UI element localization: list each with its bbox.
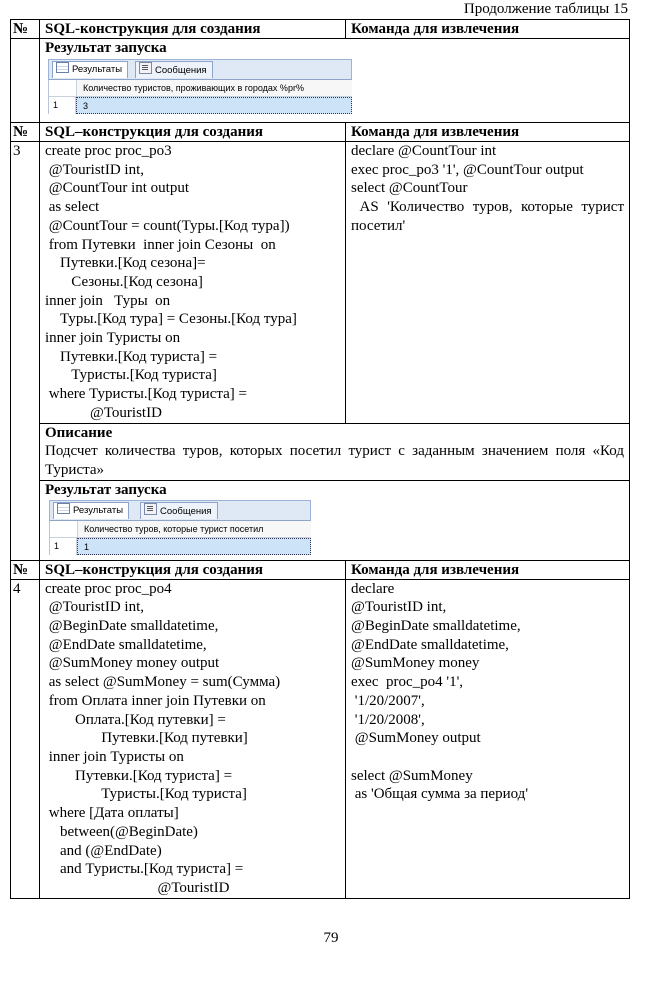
description-label: Описание (45, 424, 113, 441)
result2-row (11, 480, 630, 560)
page-number: 79 (323, 930, 339, 946)
result2-label: Результат запуска (45, 481, 167, 498)
proc3-description-row (11, 423, 630, 480)
table-header-repeat-2: № SQL–конструкция для создания Команда для извлечения (11, 560, 630, 579)
messages-icon (139, 62, 152, 74)
proc4-num: 4 (11, 579, 40, 898)
messages-tab[interactable]: Сообщения (140, 502, 218, 519)
result1-grid (48, 59, 352, 114)
grid-icon (56, 62, 69, 73)
proc3-num: 3 (11, 142, 40, 561)
result1-row (11, 39, 630, 123)
result1-column-header: Количество туристов, проживающих в городах %pr% (77, 80, 352, 97)
result2-value[interactable]: 1 (77, 538, 311, 555)
result2-data-row: 1 1 (50, 538, 311, 555)
table-header (11, 20, 630, 39)
header-sql: SQL-конструкция для создания (40, 20, 346, 39)
result1-label: Результат запуска (45, 40, 167, 56)
table-header-repeat: № SQL–конструкция для создания Команда для извлечения (11, 123, 630, 142)
messages-tab[interactable]: Сообщения (135, 61, 213, 78)
continuation-label: Продолжение таблицы 15 (463, 1, 628, 17)
result1-cell (40, 39, 630, 123)
proc4-sql: create proc proc_po4 @TouristID int, @BeginDate smalldatetime, @EndDate smalldatetime, @SumMoney money output as select @SumMoney = sum(Сумма) from Оплата inner join Путевки on Оплата.[Код путевки] = Путевки.[Код путевки] inner join Туристы on Путевки.[Код туриста] = Туристы.[Код туриста] where [Дата оплаты] between(@BeginDate) and (@EndDate) and Туристы.[Код туриста] = @TouristID (40, 579, 346, 898)
sql-procedures-table (10, 19, 630, 899)
result1-value[interactable]: 3 (76, 97, 352, 114)
results-tab[interactable]: Результаты (53, 502, 129, 519)
proc3-cmd: declare @CountTour int exec proc_po3 '1', @CountTour output select @CountTour AS 'Количество туров, которые турист посетил' (346, 142, 630, 424)
header-cmd: Команда для извлечения (346, 20, 630, 39)
proc3-description: Подсчет количества туров, которых посетил турист с заданным значением поля «Код Туриста» (45, 443, 624, 478)
grid-icon (57, 503, 70, 514)
proc4-cmd: declare @TouristID int, @BeginDate smalldatetime, @EndDate smalldatetime, @SumMoney money exec proc_po4 '1', '1/20/2007', '1/20/2008', @SumMoney output select @SumMoney as 'Общая сумма за период' (346, 579, 630, 898)
result2-tabs (49, 500, 311, 521)
header-num: № (11, 20, 40, 39)
result1-data-row: 1 3 (49, 97, 352, 114)
result2-grid (49, 500, 311, 555)
proc3-sql: create proc proc_po3 @TouristID int, @CountTour int output as select @CountTour = count(Туры.[Код тура]) from Путевки inner join Сезоны on Путевки.[Код сезона]= Сезоны.[Код сезона] inner join Туры on Туры.[Код тура] = Сезоны.[Код тура] inner join Туристы on Путевки.[Код туриста] = Туристы.[Код туриста] where Туристы.[Код туриста] = @TouristID (40, 142, 346, 424)
results-tab[interactable]: Результаты (52, 61, 128, 78)
result2-cell (40, 480, 630, 560)
proc4-row (11, 579, 630, 898)
result2-column-header: Количество туров, которые турист посетил (78, 521, 311, 538)
messages-icon (144, 503, 157, 515)
proc3-row (11, 142, 630, 424)
result1-tabs (48, 59, 352, 80)
